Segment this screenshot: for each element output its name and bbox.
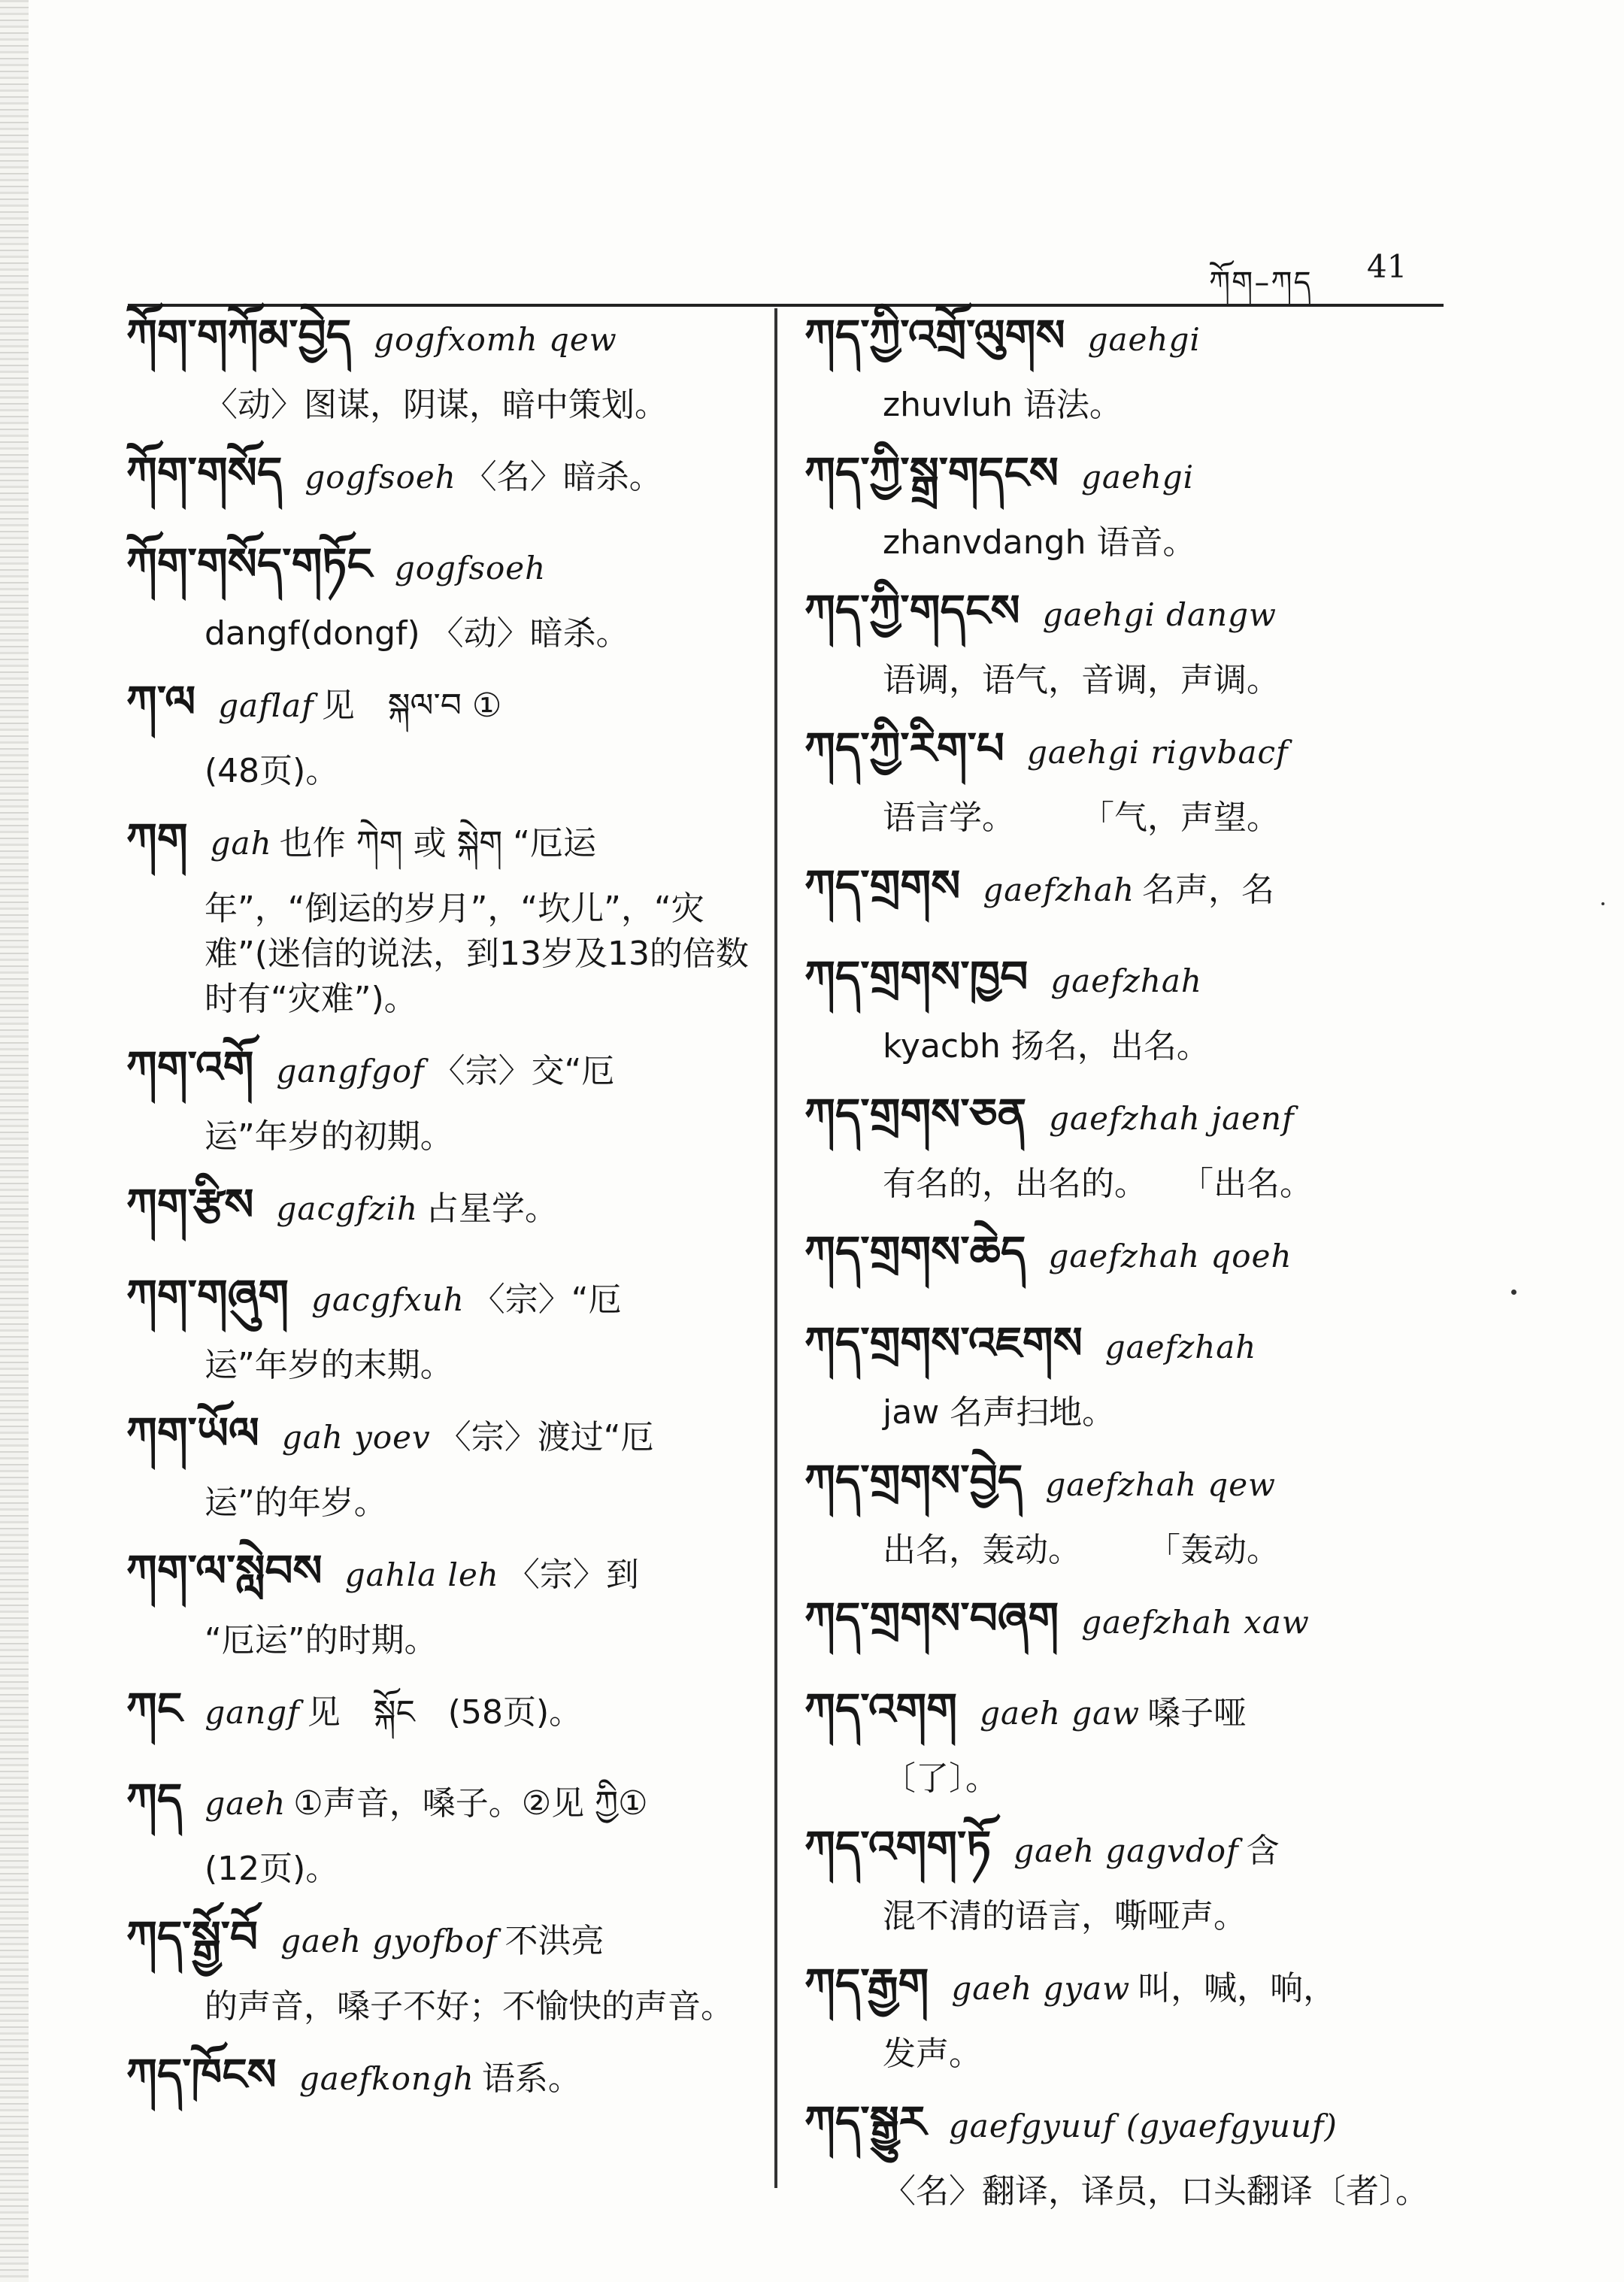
tibetan-headword: ཀད་གྲགས་ཆེད <box>804 1226 1026 1277</box>
romanization: gaefzhah jaenf <box>1049 1100 1295 1137</box>
romanization: gaefgyuuf (gyaefgyuuf) <box>948 2108 1338 2144</box>
tibetan-headword: ཀད་གྲགས་བཞག <box>804 1593 1059 1644</box>
tibetan-headword: ཀག་ཡོལ <box>126 1408 259 1459</box>
romanization: gaefzhah <box>1050 962 1202 999</box>
tibetan-headword: ཀོག་གསོད <box>126 447 283 499</box>
dictionary-entry <box>126 1902 758 2029</box>
tibetan-headword: ཀད་ཀྱི་རིག་པ <box>804 723 1004 774</box>
romanization: gaefzhah <box>983 871 1135 908</box>
dictionary-entry <box>126 1170 758 1250</box>
definition: 运”年岁的初期。 <box>205 1117 453 1156</box>
dictionary-entry <box>804 438 1444 565</box>
definition: zhanvdangh 语音。 <box>883 523 1196 562</box>
dictionary-entry <box>126 1674 758 1754</box>
tibetan-headword: ཀད་ཀྱི་འགྲོ་ལུགས <box>804 310 1065 361</box>
tibetan-headword: ཀག <box>126 814 188 865</box>
romanization: gaeh gyofbof <box>280 1923 498 1959</box>
dictionary-entry <box>126 1261 758 1388</box>
dictionary-entry <box>804 576 1444 703</box>
romanization: gangfgof <box>276 1053 425 1089</box>
definition: (12页)。 <box>205 1850 339 1888</box>
dictionary-entry <box>804 851 1444 932</box>
inline-definition: 〈宗〉“厄 <box>471 1280 622 1319</box>
romanization: gacgfxuh <box>311 1281 465 1318</box>
dictionary-entry <box>804 1217 1444 1298</box>
romanization: gaflaf <box>218 687 314 724</box>
romanization: gaehgi rigvbacf <box>1026 734 1289 771</box>
romanization: gahla leh <box>344 1556 499 1593</box>
inline-definition: 嗓子哑 <box>1147 1694 1247 1732</box>
dictionary-entry <box>126 301 758 428</box>
right-column <box>804 301 1444 2225</box>
definition: “厄运”的时期。 <box>205 1621 438 1659</box>
romanization: gaefzhah <box>1104 1329 1257 1365</box>
dictionary-entry <box>126 1032 758 1159</box>
romanization: gaefzhah qew <box>1045 1466 1276 1503</box>
romanization: gogfxomh qew <box>374 321 617 358</box>
inline-definition: 见 སྐལ་བ ① <box>321 686 502 725</box>
dictionary-entry <box>126 1399 758 1526</box>
dictionary-entry <box>804 2087 1444 2214</box>
tibetan-headword: ཀད་ཀྱི་གདངས <box>804 585 1020 636</box>
tibetan-headword: ཀོག་གསོད་གཏོང <box>126 538 372 589</box>
inline-definition: 〈宗〉到 <box>506 1556 639 1594</box>
dictionary-entry <box>804 1583 1444 1664</box>
inline-definition: 叫，喊，响， <box>1138 1969 1337 2008</box>
tibetan-headword: ཀག་འགོ <box>126 1041 254 1093</box>
left-column <box>126 301 758 2131</box>
romanization: gaehgi dangw <box>1042 596 1277 633</box>
dictionary-entry <box>804 1812 1444 1939</box>
tibetan-headword: ཀག་གཞུག <box>126 1270 289 1321</box>
dictionary-entry <box>126 438 758 519</box>
dictionary-entry <box>804 1080 1444 1207</box>
definition: 发声。 <box>883 2035 982 2073</box>
definition: 的声音，嗓子不好；不愉快的声音。 <box>205 1987 734 2026</box>
dictionary-entry <box>804 1308 1444 1435</box>
inline-definition: 〈名〉暗杀。 <box>463 458 662 496</box>
tibetan-headword: ཀད་ཀྱི་སྒྲ་གདངས <box>804 447 1059 499</box>
inline-definition: 〈宗〉交“厄 <box>432 1052 615 1090</box>
definition: jaw 名声扫地。 <box>883 1393 1116 1432</box>
page-number: 41 <box>1367 248 1407 285</box>
definition: 运”年岁的末期。 <box>205 1346 453 1384</box>
tibetan-headword: ཀ་ལ <box>126 676 196 727</box>
dictionary-entry <box>804 942 1444 1069</box>
romanization: gogfsoeh <box>304 459 456 495</box>
tibetan-headword: ཀང <box>126 1683 183 1734</box>
tibetan-headword: ཀད་གྲགས <box>804 860 961 911</box>
romanization: gaefkongh <box>298 2060 474 2097</box>
definition: 语调，语气，音调，声调。 <box>883 661 1280 699</box>
dictionary-entry <box>126 2040 758 2120</box>
tibetan-headword: ཀད་གྲགས་འཇགས <box>804 1317 1083 1368</box>
definition: kyacbh 扬名，出名。 <box>883 1027 1210 1065</box>
definition: (48页)。 <box>205 752 339 790</box>
inline-definition: 也作 ཀེག 或 སྐེག “厄运 <box>279 824 597 862</box>
tibetan-headword: ཀད་གྲགས་ཁྱབ <box>804 951 1029 1002</box>
tibetan-headword: ཀག་རྩིས <box>126 1179 254 1230</box>
tibetan-headword: ཀད་འགག་ཏོ <box>804 1821 992 1872</box>
definition: 语言学。 「气，声望。 <box>883 799 1280 837</box>
tibetan-headword: ཀད <box>126 1774 183 1825</box>
romanization: gogfsoeh <box>394 550 547 586</box>
inline-definition: ①声音，嗓子。②见 ཀྱི① <box>293 1784 648 1823</box>
dictionary-entry <box>126 805 758 1022</box>
romanization: gaefzhah qoeh <box>1048 1238 1292 1274</box>
definition: 出名，轰动。 「轰动。 <box>883 1531 1280 1569</box>
romanization: gangf <box>205 1694 300 1731</box>
tibetan-headword: ཀད་འགག <box>804 1683 958 1735</box>
romanization: gaehgi <box>1087 321 1201 358</box>
scan-speck <box>1511 1289 1516 1295</box>
dictionary-entry <box>126 1536 758 1663</box>
romanization: gah yoev <box>281 1419 431 1456</box>
definition: zhuvluh 语法。 <box>883 386 1123 424</box>
romanization: gaeh gaw <box>980 1695 1141 1732</box>
inline-definition: 〈宗〉渡过“厄 <box>438 1418 654 1456</box>
definition: 有名的，出名的。 「出名。 <box>883 1165 1313 1203</box>
tibetan-headword: ཀད་ཁོངས <box>126 2049 277 2100</box>
tibetan-headword: ཀད་སྒྱུར <box>804 2096 926 2147</box>
dictionary-entry <box>804 714 1444 841</box>
inline-definition: 占星学。 <box>426 1189 559 1228</box>
definition: 〔了〕。 <box>883 1759 998 1798</box>
dictionary-entry <box>804 1950 1444 2077</box>
romanization: gacgfzih <box>276 1190 419 1227</box>
tibetan-headword: ཀད་རྒྱག <box>804 1959 929 2010</box>
romanization: gaeh gagvdof <box>1013 1832 1239 1869</box>
scan-edge <box>0 0 29 2282</box>
tibetan-headword: ཀད་གྲགས་ཅན <box>804 1089 1027 1140</box>
dictionary-entry <box>126 529 758 656</box>
inline-definition: 不洪亮 <box>504 1922 604 1960</box>
dictionary-entry <box>126 667 758 794</box>
definition: 运”的年岁。 <box>205 1483 387 1522</box>
romanization: gaefzhah xaw <box>1081 1604 1310 1641</box>
romanization: gaeh <box>205 1785 286 1822</box>
dictionary-entry <box>804 1446 1444 1573</box>
inline-definition: 含 <box>1246 1832 1280 1870</box>
romanization: gaeh gyaw <box>951 1970 1131 2007</box>
scan-speck <box>1601 902 1604 905</box>
definition: 〈动〉图谋，阴谋，暗中策划。 <box>205 386 668 424</box>
inline-definition: 语系。 <box>481 2059 581 2098</box>
dictionary-entry <box>804 1674 1444 1802</box>
definition: 〈名〉翻译，译员，口头翻译〔者〕。 <box>883 2172 1429 2211</box>
definition: dangf(dongf) 〈动〉暗杀。 <box>205 614 629 653</box>
definition: 混不清的语言，嘶哑声。 <box>883 1897 1247 1935</box>
dictionary-entry <box>126 1765 758 1892</box>
column-divider <box>774 308 777 2188</box>
inline-definition: 名声，名 <box>1142 871 1275 909</box>
tibetan-headword: ཀོག་གཀོམ་བྱེད <box>126 310 352 361</box>
romanization: gah <box>210 825 272 862</box>
running-head: ཀོག–ཀད <box>1209 265 1313 300</box>
tibetan-headword: ཀད་སྒྱོ་བོ <box>126 1911 259 1962</box>
romanization: gaehgi <box>1080 459 1195 495</box>
tibetan-headword: ཀག་ལ་སླེབས <box>126 1545 323 1596</box>
dictionary-entry <box>804 301 1444 428</box>
definition: 年”，“倒运的岁月”，“坎儿”，“灾难”(迷信的说法，到13岁及13的倍数时有“灾难”)。 <box>205 889 749 1018</box>
tibetan-headword: ཀད་གྲགས་བྱེད <box>804 1455 1023 1506</box>
inline-definition: 见 སྐོང (58页)。 <box>307 1693 583 1732</box>
